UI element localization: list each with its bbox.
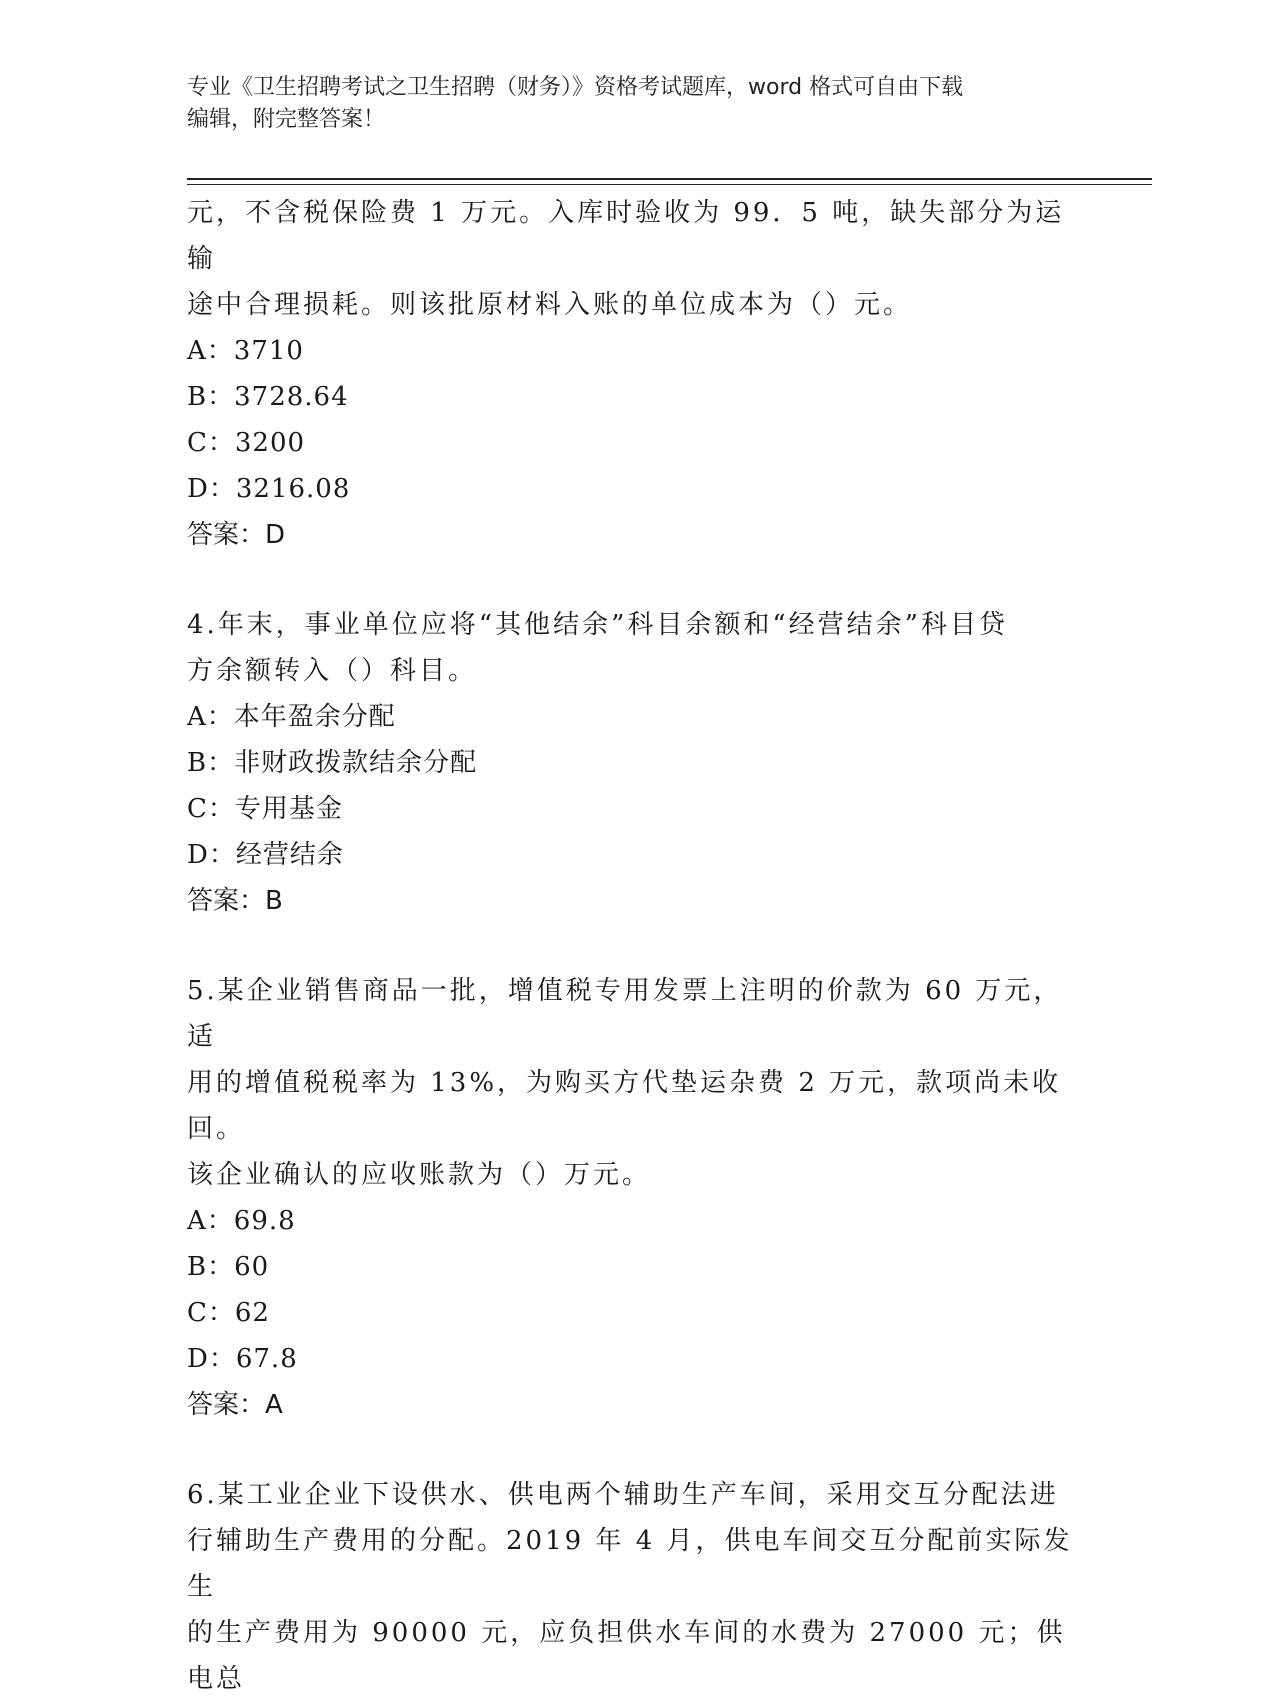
question-text-line: 该企业确认的应收账款为（）万元。: [187, 1160, 652, 1190]
option-c: C：62: [187, 1298, 270, 1328]
question-text-line: 行辅助生产费用的分配。2019 年 4 月，供电车间交互分配前实际发生: [187, 1526, 1073, 1602]
answer-line: 答案：D: [187, 520, 286, 550]
header-rule-thick: [187, 178, 1152, 180]
question-6: [187, 1472, 1087, 1702]
question-5: [187, 968, 1087, 1428]
question-text-line: 用的增值税税率为 13%，为购买方代垫运杂费 2 万元，款项尚未收回。: [187, 1068, 1062, 1144]
option-d: D：经营结余: [187, 840, 344, 870]
question-text-line: 6.某工业企业下设供水、供电两个辅助生产车间，采用交互分配法进: [187, 1480, 1059, 1510]
header-line-2: 编辑，附完整答案！: [187, 107, 386, 132]
question-4: [187, 602, 1087, 924]
question-text-line: 4.年末，事业单位应将“其他结余”科目余额和“经营结余”科目贷: [187, 610, 1008, 640]
document-body: [187, 190, 1087, 1702]
question-3: [187, 190, 1087, 558]
header-line-1: 专业《卫生招聘考试之卫生招聘（财务）》资格考试题库，word 格式可自由下载: [187, 75, 964, 100]
document-header: [187, 72, 1067, 136]
option-a: A：本年盈余分配: [187, 702, 396, 732]
option-d: D：67.8: [187, 1344, 298, 1374]
answer-line: 答案：B: [187, 886, 283, 916]
question-text-line: 途中合理损耗。则该批原材料入账的单位成本为（）元。: [187, 290, 913, 320]
option-b: B：3728.64: [187, 382, 349, 412]
question-text-line: 的生产费用为 90000 元，应负担供水车间的水费为 27000 元；供电总: [187, 1618, 1066, 1694]
answer-line: 答案：A: [187, 1390, 283, 1420]
question-text-line: 5.某企业销售商品一批，增值税专用发票上注明的价款为 60 万元，适: [187, 976, 1063, 1052]
option-d: D：3216.08: [187, 474, 351, 504]
question-text-line: 方余额转入（）科目。: [187, 656, 478, 686]
question-text-line: 元，不含税保险费 1 万元。入库时验收为 99．5 吨，缺失部分为运输: [187, 198, 1065, 274]
header-rule-thin: [187, 184, 1152, 185]
option-c: C：3200: [187, 428, 306, 458]
option-b: B：非财政拨款结余分配: [187, 748, 478, 778]
option-c: C：专用基金: [187, 794, 343, 824]
option-a: A：3710: [187, 336, 304, 366]
option-b: B：60: [187, 1252, 270, 1282]
option-a: A：69.8: [187, 1206, 296, 1236]
